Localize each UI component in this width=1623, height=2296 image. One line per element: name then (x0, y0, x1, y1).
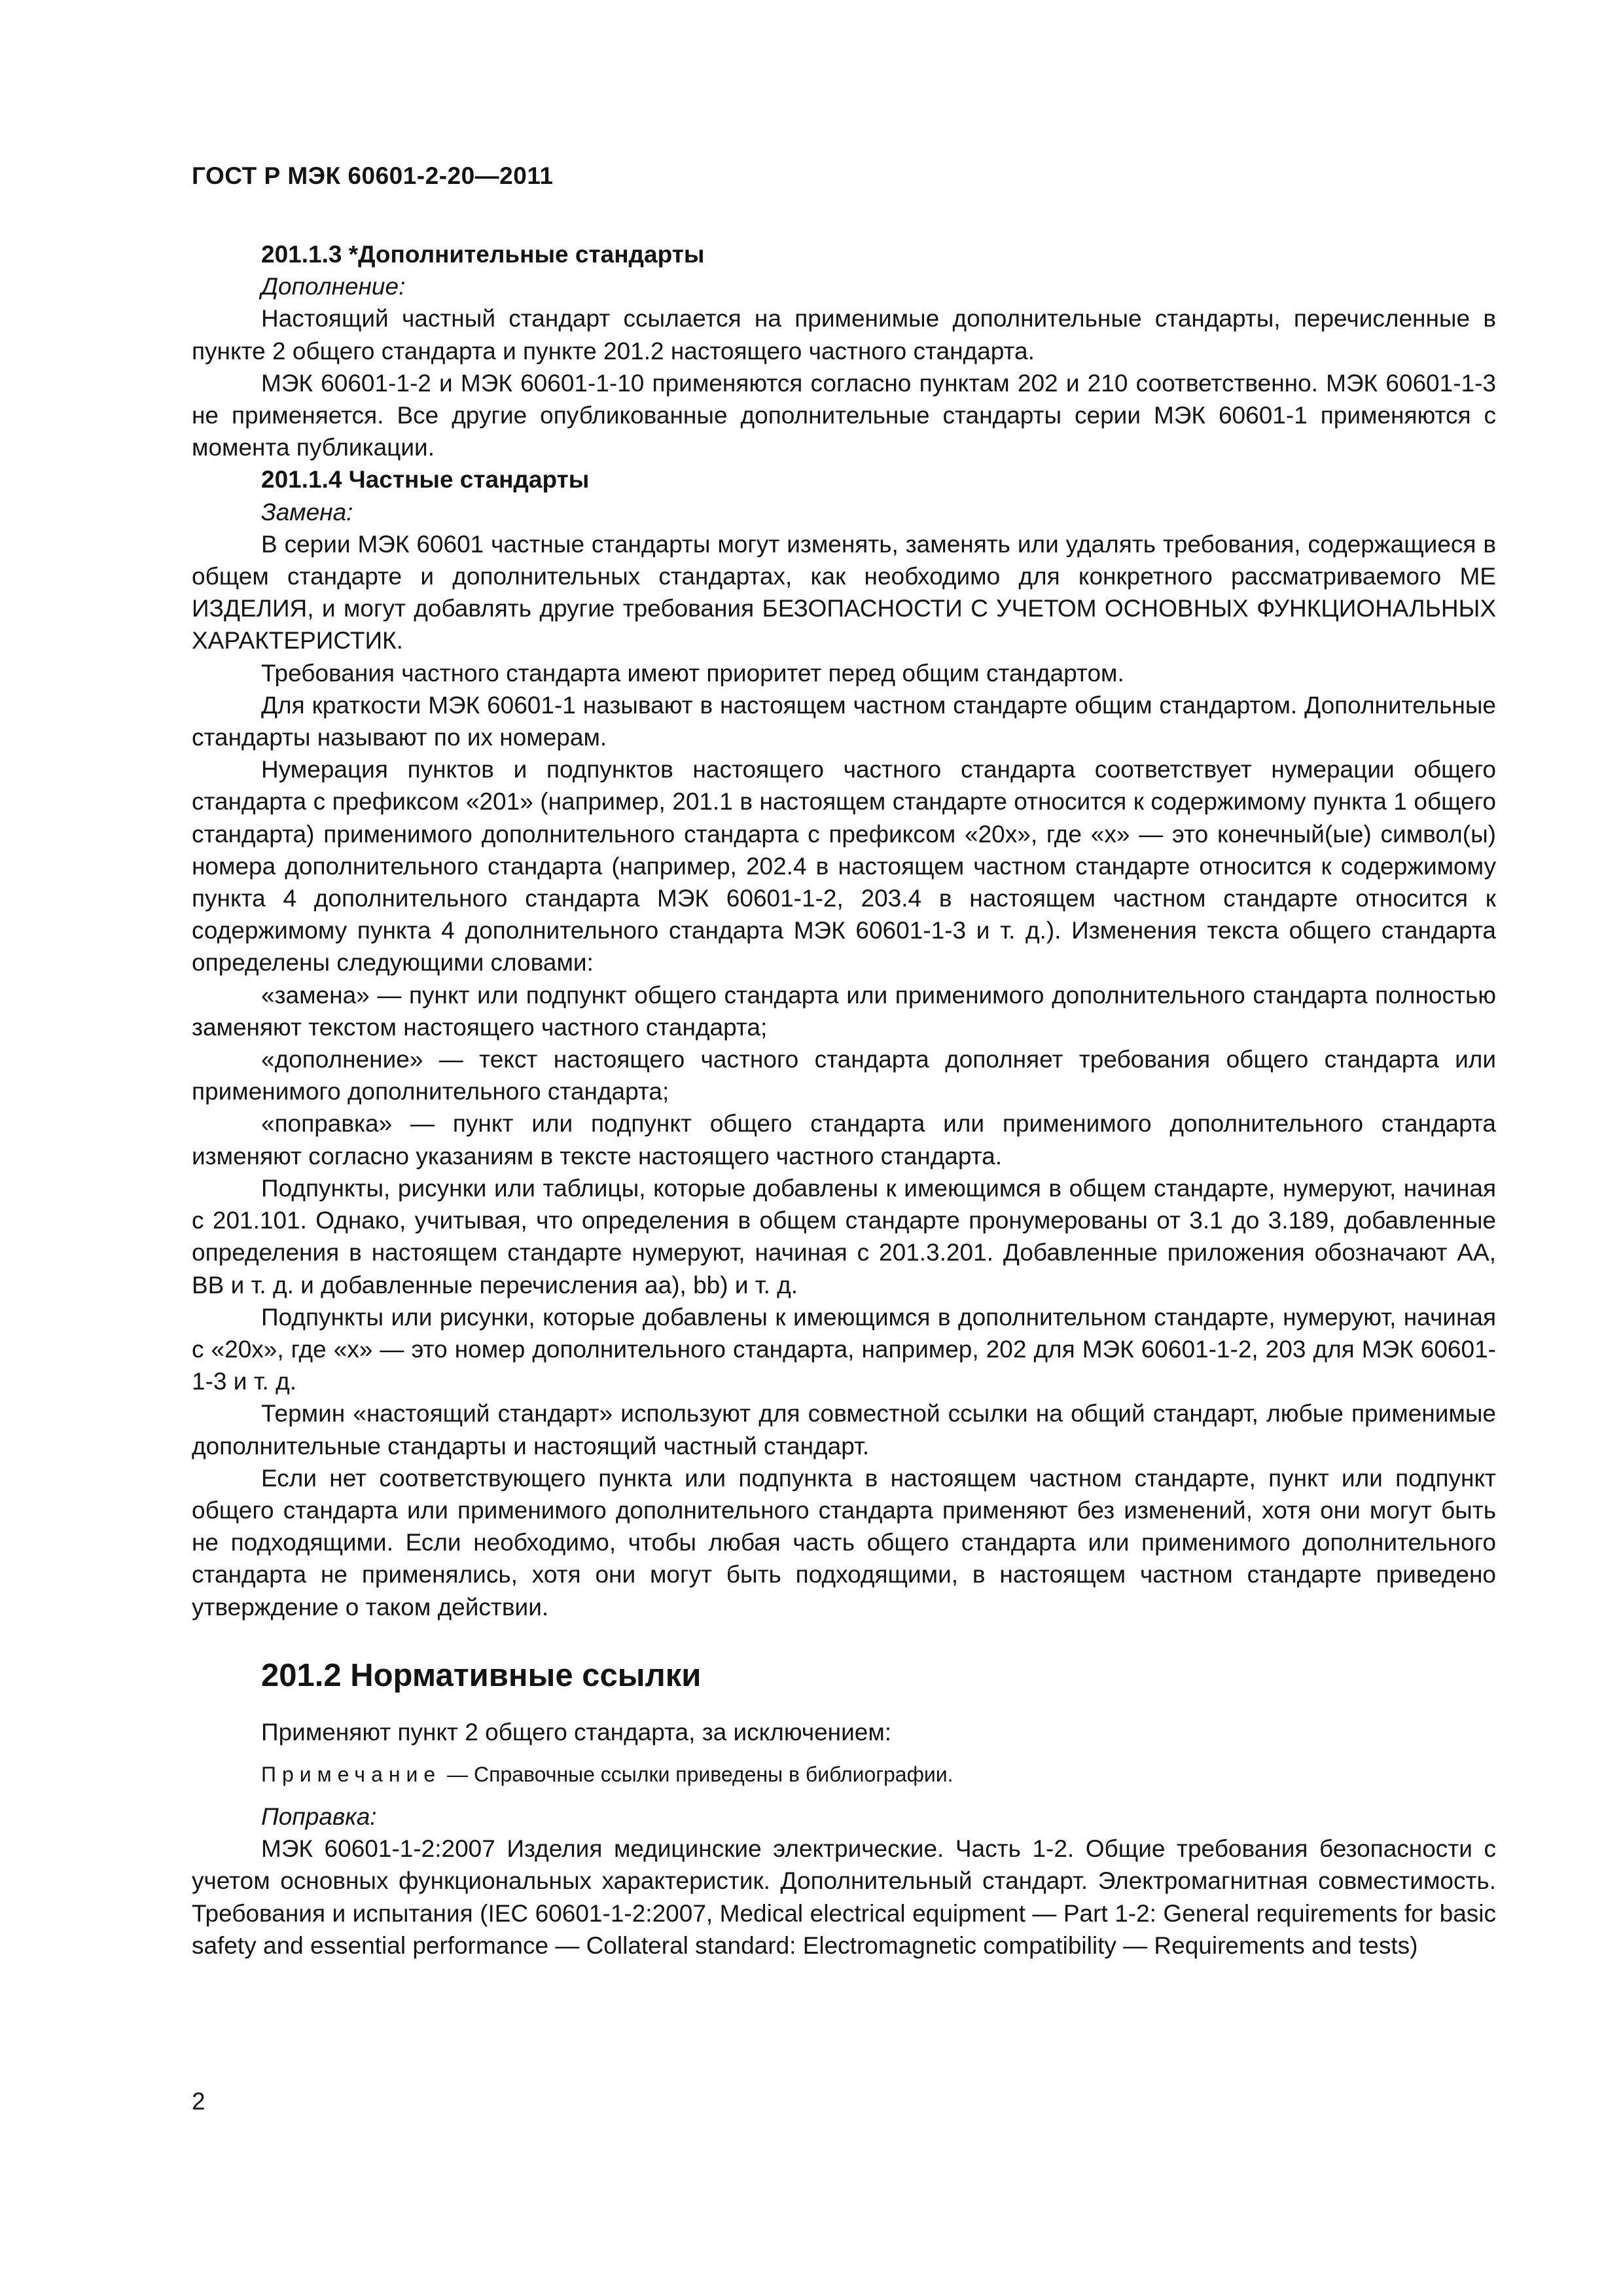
paragraph: Настоящий частный стандарт ссылается на применимые дополнительные стандарты, перечисленные в пункте 2 общего стандарта и пункте 201.2 настоящего частного стандарта. (192, 305, 1496, 365)
paragraph: Термин «настоящий стандарт» используют для совместной ссылки на общий стандарт, любые применимые дополнительные стандарты и настоящий частный стандарт. (192, 1400, 1496, 1460)
note-text: — Справочные ссылки приведены в библиографии. (441, 1762, 954, 1786)
section-heading-201-1-4: 201.1.4 Частные стандарты (261, 466, 590, 493)
paragraph: Подпункты или рисунки, которые добавлены к имеющимся в дополнительном стандарте, нумеруют, начиная с «20x», где «x» — это номер дополнительного стандарта, например, 202 для МЭК 60601-1-2, 203 для МЭК 60601-1-3 и т. д. (192, 1303, 1496, 1395)
paragraph: Нумерация пунктов и подпунктов настоящего частного стандарта соответствует нумерации общего стандарта с префиксом «201» (например, 201.1 в настоящем стандарте относится к содержимому пункта 1 общего стандарта) применимого дополнительного стандарта с префиксом «20x», где «x» — это конечный(ые) символ(ы) номера дополнительного стандарта (например, 202.4 в настоящем частном стандарте относится к содержимому пункта 4 дополнительного стандарта МЭК 60601-1-2, 203.4 в настоящем частном стандарте относится к содержимому пункта 4 дополнительного стандарта МЭК 60601-1-3 и т. д.). Изменения текста общего стандарта определены следующими словами: (192, 756, 1496, 977)
paragraph-intro: Применяют пункт 2 общего стандарта, за исключением: (261, 1718, 892, 1746)
page-content (192, 238, 1496, 1962)
amendment-label-replacement: Замена: (261, 498, 353, 526)
paragraph: Если нет соответствующего пункта или подпункта в настоящем частном стандарте, пункт или подпункт общего стандарта или применимого дополнительного стандарта применяют без изменений, хотя они могут быть не подходящими. Если необходимо, чтобы любая часть общего стандарта или применимого дополнительного стандарта не применялись, хотя они могут быть подходящими, в настоящем частном стандарте приведено утверждение о таком действии. (192, 1464, 1496, 1621)
paragraph: «поправка» — пункт или подпункт общего стандарта или применимого дополнительного стандарта изменяют согласно указаниям в тексте настоящего частного стандарта. (192, 1110, 1496, 1170)
document-header: ГОСТ Р МЭК 60601-2-20—2011 (192, 162, 554, 189)
paragraph: МЭК 60601-1-2 и МЭК 60601-1-10 применяются согласно пунктам 202 и 210 соответственно. МЭК 60601-1-3 не применяется. Все другие опубликованные дополнительные стандарты серии МЭК 60601-1 применяются с момента публикации. (192, 369, 1496, 461)
note (192, 1760, 1496, 1789)
paragraph: Подпункты, рисунки или таблицы, которые добавлены к имеющимся в общем стандарте, нумеруют, начиная с 201.101. Однако, учитывая, что определения в общем стандарте пронумерованы от 3.1 до 3.189, добавленные определения в настоящем стандарте нумеруют, начиная с 201.3.201. Добавленные приложения обозначают AA, BB и т. д. и добавленные перечисления aa), bb) и т. д. (192, 1174, 1496, 1299)
paragraph: В серии МЭК 60601 частные стандарты могут изменять, заменять или удалять требования, содержащиеся в общем стандарте и дополнительных стандартах, как необходимо для конкретного рассматриваемого МЕ ИЗДЕЛИЯ, и могут добавлять другие требования БЕЗОПАСНОСТИ С УЧЕТОМ ОСНОВНЫХ ФУНКЦИОНАЛЬНЫХ ХАРАКТЕРИСТИК. (192, 530, 1496, 655)
paragraph: Требования частного стандарта имеют приоритет перед общим стандартом. (261, 659, 1124, 687)
paragraph: Для краткости МЭК 60601-1 называют в настоящем частном стандарте общим стандартом. Дополнительные стандарты называют по их номерам. (192, 691, 1496, 751)
page-number: 2 (192, 2088, 205, 2115)
paragraph: МЭК 60601-1-2:2007 Изделия медицинские электрические. Часть 1-2. Общие требования безопасности с учетом основных функциональных характеристик. Дополнительный стандарт. Электромагнитная совместимость. Требования и испытания (IEC 60601-1-2:2007, Medical electrical equipment — Part 1-2: General requirements for basic safety and essential performance — Collateral standard: Electromagnetic compatibility — Requirements and tests) (192, 1835, 1496, 1959)
note-label: Примечание (261, 1762, 442, 1786)
paragraph: «дополнение» — текст настоящего частного стандарта дополняет требования общего стандарта или применимого дополнительного стандарта; (192, 1046, 1496, 1105)
amendment-label-addition: Дополнение: (261, 273, 406, 300)
section-heading-201-2: 201.2 Нормативные ссылки (261, 1657, 702, 1693)
paragraph: «замена» — пункт или подпункт общего стандарта или применимого дополнительного стандарта полностью заменяют текстом настоящего частного стандарта; (192, 981, 1496, 1041)
section-heading-201-1-3: 201.1.3 *Дополнительные стандарты (261, 241, 705, 268)
amendment-label-correction: Поправка: (261, 1803, 377, 1830)
